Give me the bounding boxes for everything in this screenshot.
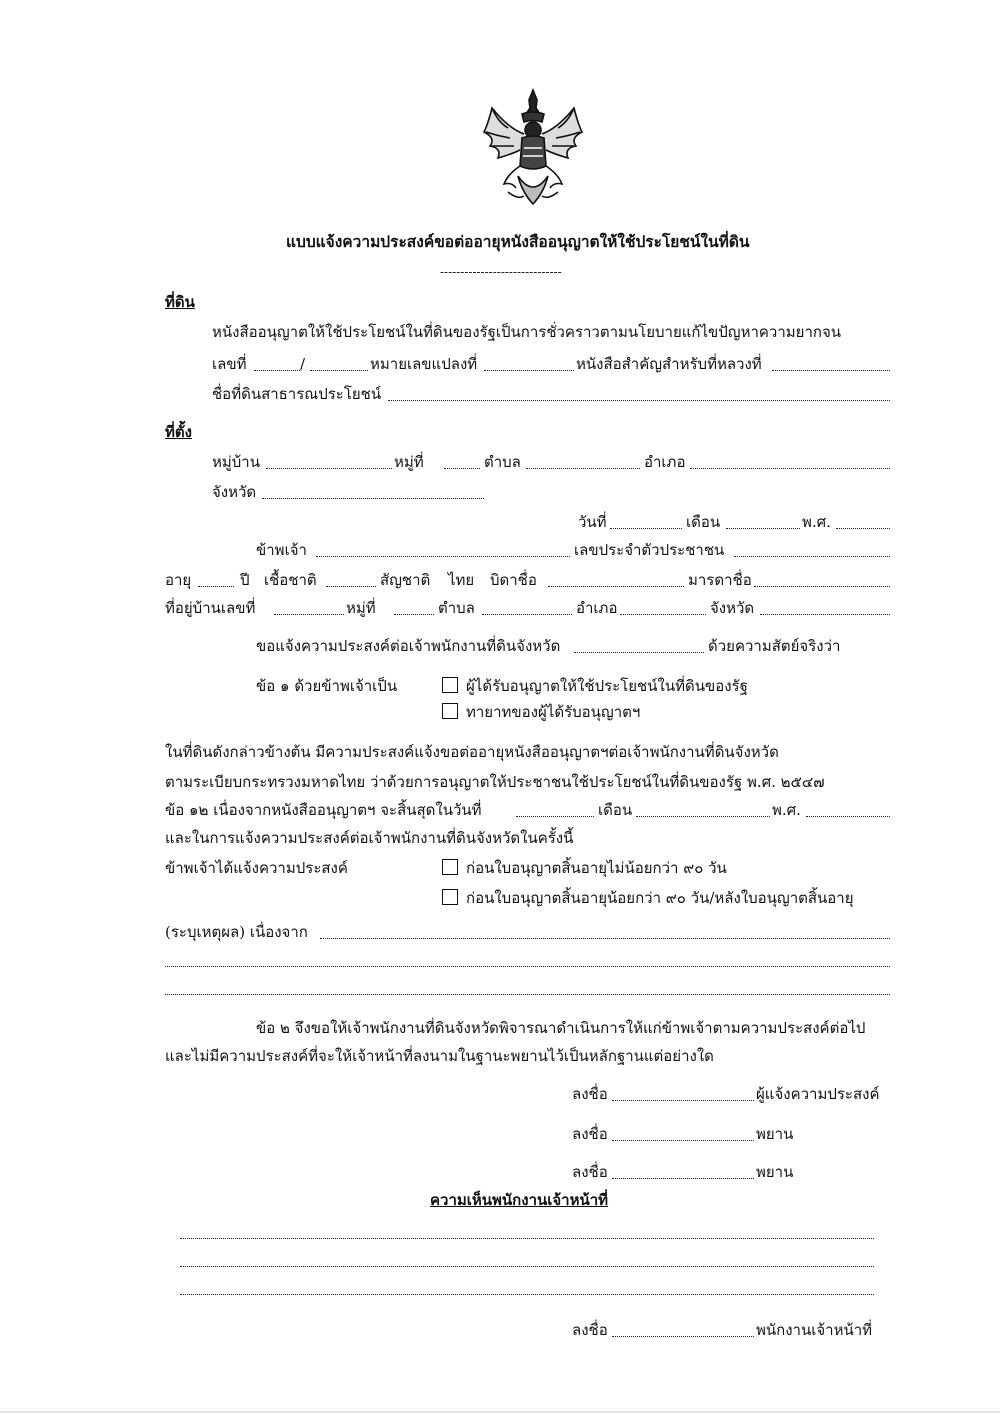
mother-field[interactable] <box>754 586 890 587</box>
age-unit: ปี <box>240 571 250 589</box>
expiry-month-field[interactable] <box>636 816 770 817</box>
page-title: แบบแจ้งความประสงค์ขอต่ออายุหนังสืออนุญาตให้ใช้ประโยชน์ในที่ดิน <box>286 232 750 251</box>
land-number-field[interactable] <box>254 370 300 371</box>
parcel-field[interactable] <box>484 370 574 371</box>
father-label: บิดาชื่อ <box>490 571 537 589</box>
location-province-label: จังหวัด <box>212 483 257 501</box>
location-amphoe-field[interactable] <box>690 468 890 469</box>
para-line4: และในการแจ้งความประสงค์ต่อเจ้าพนักงานที่ดินจังหวัดในครั้งนี้ <box>165 829 574 847</box>
officer-sign-label: ลงชื่อ <box>572 1321 608 1339</box>
expiry-day-field[interactable] <box>516 816 594 817</box>
applicant-tambon-label: ตำบล <box>438 599 475 617</box>
garuda-emblem-icon <box>478 88 588 206</box>
para-line3-prefix: ข้อ ๑๒ เนื่องจากหนังสืออนุญาตฯ จะสิ้นสุดในวันที่ <box>165 801 482 819</box>
land-line1: หนังสืออนุญาตให้ใช้ประโยชน์ในที่ดินของรัฐเป็นการชั่วคราวตามนโยบายแก้ไขปัญหาความยากจน <box>212 323 842 341</box>
applicant-id-label: เลขประจำตัวประชาชน <box>574 541 725 559</box>
clause1-option2-label: ทายาทของผู้ได้รับอนุญาตฯ <box>466 703 641 721</box>
notify-label: ข้าพเจ้าได้แจ้งความประสงค์ <box>165 859 348 877</box>
clause1-option2-checkbox[interactable] <box>442 703 458 719</box>
applicant-moo-label: หมู่ที่ <box>346 599 376 617</box>
land-slash: / <box>300 355 306 373</box>
expiry-year-label: พ.ศ. <box>772 801 801 819</box>
notify-option2-checkbox[interactable] <box>442 889 458 905</box>
notify-option1-checkbox[interactable] <box>442 859 458 875</box>
para-line2: ตามระเบียบกระทรวงมหาดไทย ว่าด้วยการอนุญาตให้ประชาชนใช้ประโยชน์ในที่ดินของรัฐ พ.ศ. ๒๕๔๗ <box>165 773 825 791</box>
expiry-year-field[interactable] <box>806 816 890 817</box>
applicant-moo-field[interactable] <box>394 614 434 615</box>
reason-field-line1[interactable] <box>320 938 890 939</box>
date-day-field[interactable] <box>610 528 682 529</box>
location-tambon-field[interactable] <box>526 468 640 469</box>
applicant-sign-label: ลงชื่อ <box>572 1085 608 1103</box>
age-label: อายุ <box>165 571 192 589</box>
opinion-heading: ความเห็นพนักงานเจ้าหน้าที่ <box>430 1191 609 1209</box>
applicant-id-field[interactable] <box>734 556 890 557</box>
house-number-field[interactable] <box>274 614 344 615</box>
witness1-sign-label: ลงชื่อ <box>572 1125 608 1143</box>
applicant-name-label: ข้าพเจ้า <box>256 541 307 559</box>
clause2-line1: ข้อ ๒ จึงขอให้เจ้าพนักงานที่ดินจังหวัดพิจารณาดำเนินการให้แก่ข้าพเจ้าตามความประสงค์ต่อไป <box>256 1019 866 1037</box>
notify-option1-label: ก่อนใบอนุญาตสิ้นอายุไม่น้อยกว่า ๙๐ วัน <box>466 859 727 877</box>
reason-field-line3[interactable] <box>165 994 890 995</box>
date-year-label: พ.ศ. <box>802 513 831 531</box>
clause1-option1-label: ผู้ได้รับอนุญาตให้ใช้ประโยชน์ในที่ดินของรัฐ <box>466 677 748 695</box>
notify-option2-label: ก่อนใบอนุญาตสิ้นอายุน้อยกว่า ๙๐ วัน/หลังใบอนุญาตสิ้นอายุ <box>466 889 854 907</box>
land-number-year-field[interactable] <box>310 370 368 371</box>
race-label: เชื้อชาติ <box>264 571 317 589</box>
witness2-role: พยาน <box>756 1163 794 1181</box>
clause1-option1-checkbox[interactable] <box>442 677 458 693</box>
land-heading: ที่ดิน <box>165 293 195 311</box>
date-day-label: วันที่ <box>578 513 607 531</box>
declare-prefix: ขอแจ้งความประสงค์ต่อเจ้าพนักงานที่ดินจังหวัด <box>256 637 561 655</box>
applicant-sign-field[interactable] <box>612 1100 754 1101</box>
witness2-sign-label: ลงชื่อ <box>572 1163 608 1181</box>
public-land-field[interactable] <box>388 400 890 401</box>
location-amphoe-label: อำเภอ <box>644 453 686 471</box>
declare-province-field[interactable] <box>574 652 704 653</box>
applicant-province-field[interactable] <box>760 614 890 615</box>
declare-suffix: ด้วยความสัตย์จริงว่า <box>708 637 841 655</box>
mother-label: มารดาชื่อ <box>688 571 752 589</box>
applicant-amphoe-field[interactable] <box>620 614 706 615</box>
location-province-field[interactable] <box>262 498 484 499</box>
opinion-line3[interactable] <box>180 1294 874 1295</box>
applicant-tambon-field[interactable] <box>482 614 572 615</box>
clause2-line2: และไม่มีความประสงค์ที่จะให้เจ้าหน้าที่ลงนามในฐานะพยานไว้เป็นหลักฐานแต่อย่างใด <box>165 1047 714 1065</box>
location-tambon-label: ตำบล <box>484 453 521 471</box>
opinion-line2[interactable] <box>180 1266 874 1267</box>
age-field[interactable] <box>198 586 234 587</box>
date-year-field[interactable] <box>836 528 890 529</box>
applicant-province-label: จังหวัด <box>710 599 755 617</box>
opinion-line1[interactable] <box>180 1238 874 1239</box>
officer-role: พนักงานเจ้าหน้าที่ <box>756 1321 873 1339</box>
applicant-amphoe-label: อำเภอ <box>576 599 618 617</box>
location-moo-field[interactable] <box>444 468 480 469</box>
applicant-name-field[interactable] <box>316 556 570 557</box>
public-land-label: ชื่อที่ดินสาธารณประโยชน์ <box>212 385 382 403</box>
house-number-label: ที่อยู่บ้านเลขที่ <box>165 599 256 617</box>
applicant-sign-role: ผู้แจ้งความประสงค์ <box>756 1085 880 1103</box>
parcel-label: หมายเลขแปลงที่ <box>370 355 478 373</box>
village-label: หมู่บ้าน <box>212 453 260 471</box>
officer-sign-field[interactable] <box>612 1336 754 1337</box>
witness1-sign-field[interactable] <box>612 1140 754 1141</box>
date-month-field[interactable] <box>726 528 800 529</box>
race-field[interactable] <box>326 586 376 587</box>
father-field[interactable] <box>548 586 684 587</box>
reason-label: (ระบุเหตุผล) เนื่องจาก <box>165 923 308 941</box>
deed-field[interactable] <box>772 370 890 371</box>
clause1-label: ข้อ ๑ ด้วยข้าพเจ้าเป็น <box>256 677 398 695</box>
date-month-label: เดือน <box>686 513 721 531</box>
witness1-role: พยาน <box>756 1125 794 1143</box>
location-moo-label: หมู่ที่ <box>394 453 424 471</box>
title-rule: ------------------------------ <box>440 265 562 279</box>
nationality-label: สัญชาติ <box>380 571 431 589</box>
para-line1: ในที่ดินดังกล่าวข้างต้น มีความประสงค์แจ้งขอต่ออายุหนังสืออนุญาตฯต่อเจ้าพนักงานที่ดินจังหวัด <box>165 743 779 761</box>
expiry-month-label: เดือน <box>598 801 633 819</box>
land-number-label: เลขที่ <box>212 355 247 373</box>
location-heading: ที่ตั้ง <box>165 423 192 441</box>
village-field[interactable] <box>266 468 392 469</box>
nationality-value: ไทย <box>448 571 475 589</box>
deed-label: หนังสือสำคัญสำหรับที่หลวงที่ <box>576 355 762 373</box>
reason-field-line2[interactable] <box>165 966 890 967</box>
witness2-sign-field[interactable] <box>612 1178 754 1179</box>
